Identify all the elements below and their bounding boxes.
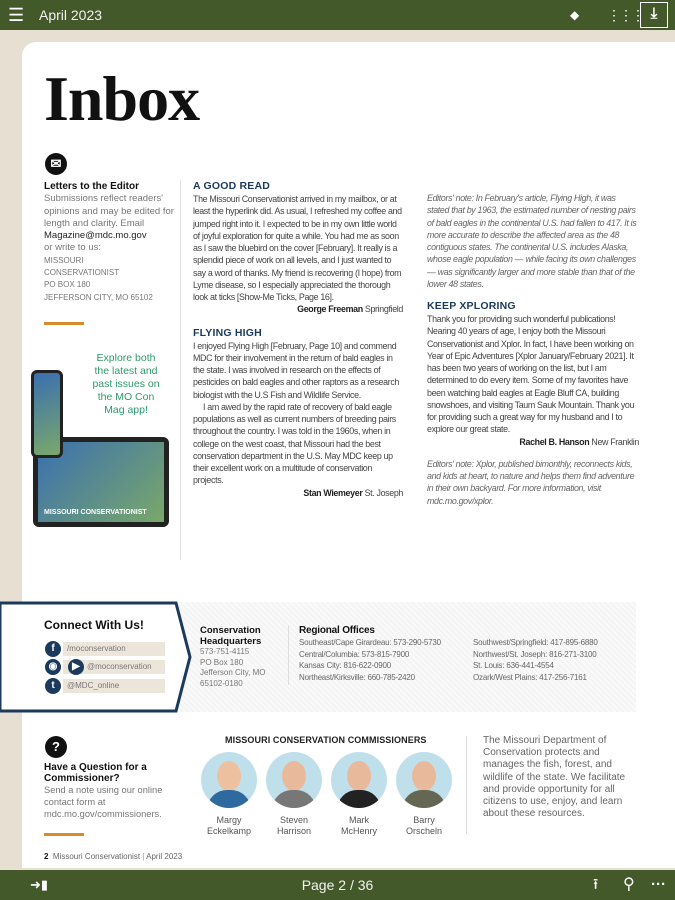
office-line: Northeast/Kirksville: 660-785-2420 <box>299 672 415 682</box>
top-toolbar <box>0 0 675 30</box>
letters-column-2 <box>427 180 639 507</box>
commissioner-name: Margy Eckelkamp <box>206 815 251 836</box>
divider <box>44 833 84 836</box>
letters-info-body: Submissions reflect readers' opinions and may be edited for length and clarity. Email <box>44 193 174 229</box>
page-indicator: Page 2 / 36 <box>301 877 374 893</box>
hq-line: Jefferson City, MO <box>200 668 266 678</box>
letter-body: Thank you for providing such wonderful publications! Nearing 40 years of age, I enjoy both the Missouri Conservationist and Xplor. In fact, I have been working on Year of Epic Adventures [Xplor January/February 2021]. It has been two years of working on the list, but I am determined to do every item. Some of my favorites have been watching bald eagles at Eagle Bluff CA, building snowshoes, and visiting Taum Sauk Mountain. Thank you for providing such a great way for my husband and I to explore our great state. <box>427 314 635 435</box>
commissioner-name: Steven Harrison <box>276 815 311 836</box>
hq-phone: 573-751-4115 <box>200 647 250 656</box>
letter-heading: FLYING HIGH <box>193 326 262 339</box>
divider <box>288 625 289 685</box>
tag-icon[interactable]: ◆ <box>570 8 580 22</box>
hq-line: 65102-0180 <box>200 678 243 688</box>
letter-heading: A GOOD READ <box>193 180 271 192</box>
connect-heading: Connect With Us! <box>44 618 144 632</box>
address-line: CONSERVATIONIST <box>44 268 120 278</box>
office-line: St. Louis: 636-441-4554 <box>473 661 554 670</box>
write-text: or write to us: <box>44 242 102 254</box>
letter-signature: Stan Wiemeyer St. Joseph <box>303 487 403 498</box>
twitter-icon[interactable]: t <box>45 678 61 694</box>
instagram-youtube-link[interactable]: @moconservation <box>63 660 165 674</box>
editors-note: Editors' note: In February's article, Flying High, it was stated that by 1963, the estimated number of nesting pairs of bald eagles in the continental U.S. had fallen to 417. It is more accurate to describe the affected area as the 48 contiguous states. The continental U.S. includes Alaska, whose eagle population — while facing its own challenges — was significantly larger and more stable than that of the lower 48 states. <box>427 193 637 289</box>
app-promo-text[interactable]: Explore both the latest and past issues on the MO Con Mag app! <box>92 352 160 416</box>
bottom-toolbar <box>0 870 675 900</box>
regional-heading: Regional Offices <box>299 625 375 636</box>
office-line: Southeast/Cape Girardeau: 573-290-5730 <box>299 638 441 647</box>
menu-icon[interactable]: ☰ <box>8 5 25 25</box>
editors-note: Editors' note: Xplor, published bimonthly, reconnects kids, and kids at heart, to nature and helps them find adventure in their own backyard. For more information, visit mdc.mo.gov/xplor. <box>427 458 635 506</box>
commissioners-heading: MISSOURI CONSERVATION COMMISSIONERS <box>225 735 427 745</box>
office-line: Central/Columbia: 573-815-7900 <box>299 649 410 659</box>
page-title: Inbox <box>44 63 200 134</box>
cover-logo: MISSOURI CONSERVATIONIST <box>44 509 147 516</box>
hq-heading: Conservation Headquarters <box>200 625 262 647</box>
column-divider <box>180 180 181 560</box>
question-info <box>44 762 184 820</box>
headquarters-info <box>200 625 280 689</box>
address-line: JEFFERSON CITY, MO 65102 <box>44 292 153 302</box>
divider <box>44 322 84 325</box>
commissioner-name: Barry Orscheln <box>405 815 442 836</box>
letter-heading: KEEP XPLORING <box>427 300 516 312</box>
office-line: Ozark/West Plains: 417-256-7161 <box>473 672 587 682</box>
commissioner-photo <box>331 752 387 808</box>
letter-signature: George Freeman Springfield <box>297 304 403 315</box>
commissioner-name: Mark McHenry <box>340 815 377 836</box>
letter-body: The Missouri Conservationist arrived in my mailbox, or at least the hyperlink did. As usual, I refreshed my coffee and jumped right into it. I expected to be in my own little world of joyful exploration for quite a while. You had me as soon as I saw the bluebird on the cover [February]. It really is a splendid piece of work on all levels, and I just wanted to say a word of thanks. My friend is recovering (I hope) from Lyme disease, so I especially appreciated the thorough look at ticks [Show-Me Ticks, Page 16]. <box>193 194 402 302</box>
phone-image[interactable] <box>31 370 63 458</box>
exit-icon[interactable]: ➜▮ <box>30 877 49 892</box>
instagram-icon[interactable]: ◉ <box>45 659 61 675</box>
office-line: Northwest/St. Joseph: 816-271-3100 <box>473 649 597 659</box>
letters-info-heading: Letters to the Editor <box>44 181 140 192</box>
search-icon[interactable]: ⚲ <box>623 876 635 893</box>
grid-icon[interactable]: ⋮⋮⋮ <box>607 7 643 23</box>
facebook-icon[interactable]: f <box>45 641 61 657</box>
office-line: Southwest/Springfield: 417-895-6880 <box>473 638 598 647</box>
letter-body: I am awed by the rapid rate of recovery of bald eagle populations as well as current numbers of breeding pairs throughout the country. I was told in the 1960s, when in college on the west coast, that Missouri had the best conservation department in the U.S. May MDC keep up their excellent work on a multitude of conservation projects. <box>193 401 396 486</box>
question-body[interactable]: Send a note using our online contact form at mdc.mo.gov/commissioners. <box>44 785 163 819</box>
regional-offices <box>299 624 598 683</box>
commissioner-photo <box>201 752 257 808</box>
letters-column-1 <box>193 180 403 499</box>
address-line: PO BOX 180 <box>44 280 91 290</box>
letters-info <box>44 181 174 304</box>
youtube-icon[interactable]: ▶ <box>68 659 84 675</box>
download-icon[interactable]: ⤓ <box>640 2 668 28</box>
share-icon[interactable]: ⭱ <box>593 876 599 893</box>
twitter-link[interactable]: @MDC_online <box>63 679 165 693</box>
mission-statement: The Missouri Department of Conservation protects and manages the fish, forest, and wildlife of the state. We facilitate and provide opportunity for all citizens to use, enjoy, and learn about these resources. <box>483 735 626 820</box>
issue-title: April 2023 <box>39 7 103 23</box>
page-footer: 2 Missouri Conservationist | April 2023 <box>44 852 183 861</box>
letter-signature: Rachel B. Hanson New Franklin <box>519 436 639 447</box>
divider <box>466 736 467 834</box>
question-icon: ? <box>45 736 67 758</box>
letter-body: I enjoyed Flying High [February, Page 10] and commend MDC for their involvement in the return of bald eagles in the state. I was involved in research on the effects of pesticides on bald eagles and other raptors as a research biologist with the U.S Fish and Wildlife Service. <box>193 340 400 400</box>
commissioner-photo <box>266 752 322 808</box>
hq-line: PO Box 180 <box>200 657 244 667</box>
facebook-link[interactable]: /moconservation <box>63 642 165 656</box>
commissioner-photo <box>396 752 452 808</box>
email-link[interactable]: Magazine@mdc.mo.gov <box>44 230 147 242</box>
more-icon[interactable]: ··· <box>651 876 666 893</box>
envelope-icon: ✉ <box>45 153 67 175</box>
address-line: MISSOURI <box>44 255 84 265</box>
office-line: Kansas City: 816-622-0900 <box>299 661 391 670</box>
question-heading: Have a Question for a Commissioner? <box>44 762 147 784</box>
